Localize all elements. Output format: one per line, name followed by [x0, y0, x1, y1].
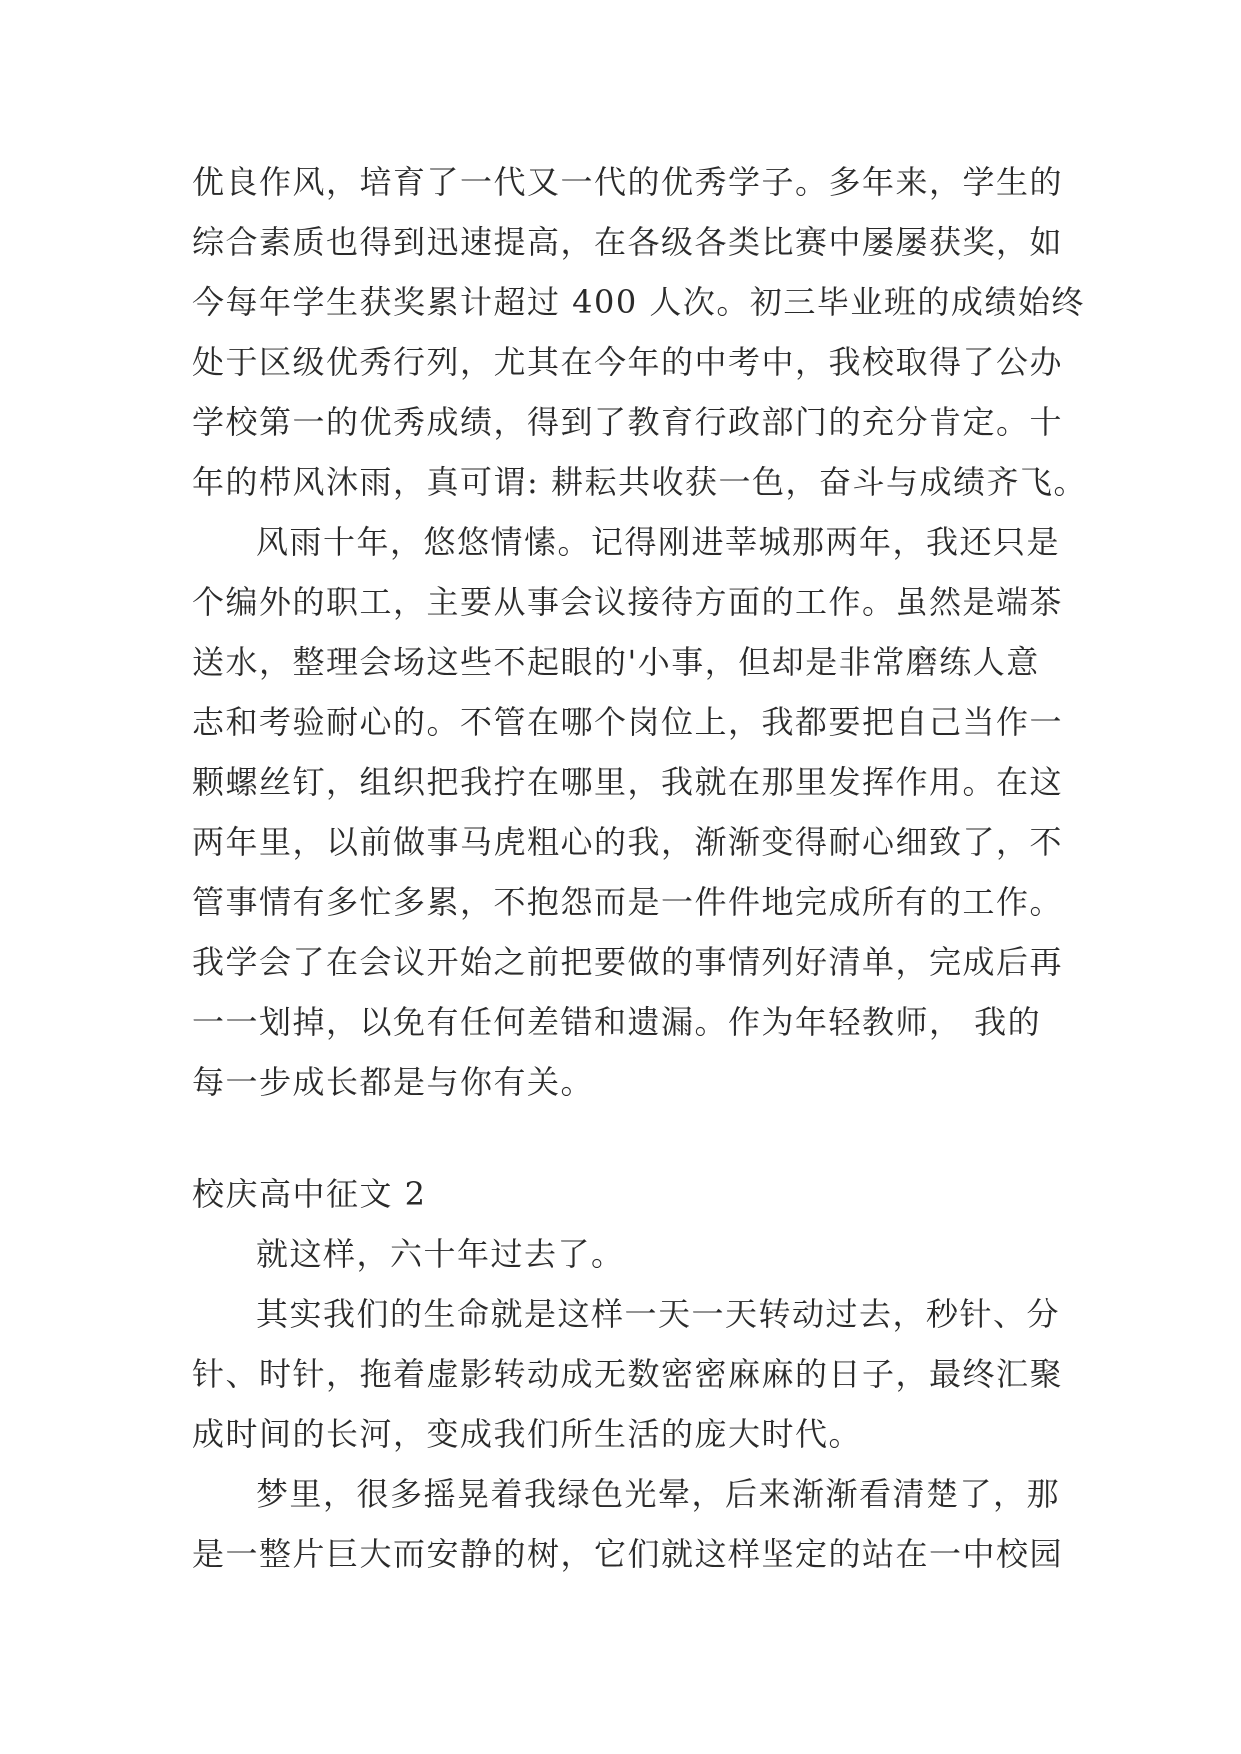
text-line: 管事情有多忙多累，不抱怨而是一件件地完成所有的工作。 — [192, 883, 1064, 921]
text-line: 志和考验耐心的。不管在哪个岗位上，我都要把自己当作一 — [192, 703, 1064, 741]
text-line: 是一整片巨大而安静的树，它们就这样坚定的站在一中校园 — [192, 1535, 1064, 1573]
text-line: 我学会了在会议开始之前把要做的事情列好清单，完成后再 — [192, 943, 1064, 981]
text-line: 每一步成长都是与你有关。 — [192, 1063, 595, 1101]
paragraph-first-line: 风雨十年，悠悠情愫。记得刚进莘城那两年，我还只是 — [256, 523, 1061, 561]
text-line: 年的栉风沐雨，真可谓: 耕耘共收获一色，奋斗与成绩齐飞。 — [192, 463, 1087, 501]
text-line: 成时间的长河，变成我们所生活的庞大时代。 — [192, 1415, 863, 1453]
text-line: 个编外的职工，主要从事会议接待方面的工作。虽然是端茶 — [192, 583, 1064, 621]
paragraph-first-line: 其实我们的生命就是这样一天一天转动过去，秒针、分 — [256, 1295, 1061, 1333]
text-line: 颗螺丝钉，组织把我拧在哪里，我就在那里发挥作用。在这 — [192, 763, 1064, 801]
text-line: 一一划掉，以免有任何差错和遗漏。作为年轻教师， 我的 — [192, 1003, 1042, 1041]
text-line: 今每年学生获奖累计超过 400 人次。初三毕业班的成绩始终 — [192, 283, 1085, 321]
document-body — [192, 152, 1087, 1584]
paragraph-first-line: 梦里，很多摇晃着我绿色光晕，后来渐渐看清楚了，那 — [256, 1475, 1061, 1513]
text-line: 两年里，以前做事马虎粗心的我，渐渐变得耐心细致了，不 — [192, 823, 1064, 861]
section-heading: 校庆高中征文 2 — [192, 1175, 427, 1213]
text-line: 处于区级优秀行列，尤其在今年的中考中，我校取得了公办 — [192, 343, 1064, 381]
text-line: 综合素质也得到迅速提高，在各级各类比赛中屡屡获奖，如 — [192, 223, 1064, 261]
paragraph-first-line: 就这样，六十年过去了。 — [256, 1235, 625, 1273]
section-spacer — [192, 1112, 1062, 1164]
text-line: 针、时针，拖着虚影转动成无数密密麻麻的日子，最终汇聚 — [192, 1355, 1064, 1393]
text-line: 学校第一的优秀成绩，得到了教育行政部门的充分肯定。十 — [192, 403, 1064, 441]
text-line: 优良作风，培育了一代又一代的优秀学子。多年来，学生的 — [192, 163, 1064, 201]
text-line: 送水，整理会场这些不起眼的'小事，但却是非常磨练人意 — [192, 643, 1040, 681]
